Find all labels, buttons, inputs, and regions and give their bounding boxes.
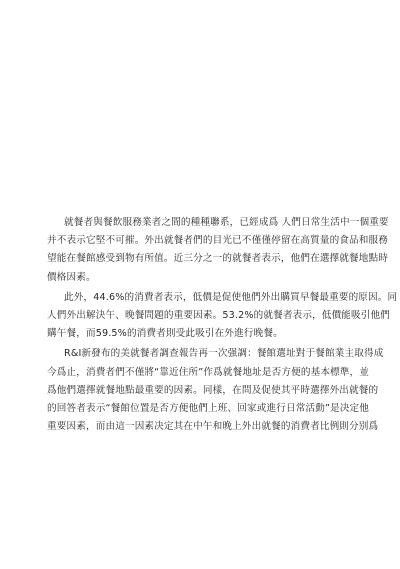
paragraph-line: 此外，44.6%的消費者表示，低價是促使他們外出購買早餐最重要的原因。同 — [64, 291, 398, 303]
paragraph-line: 爲他們選擇就餐地點最重要的因素。同樣，在問及促使其平時選擇外出就餐的 — [47, 384, 379, 396]
paragraph-line: 價格因素。 — [47, 271, 96, 283]
paragraph-line: 購午餐，而59.5%的消費者則受此吸引在外進行晚餐。 — [47, 328, 283, 340]
paragraph-2 — [47, 289, 400, 344]
article-body — [47, 214, 400, 436]
paragraph-line: 重要因素，而由這一因素决定其在中午和晚上外出就餐的消費者比例則分别爲 — [47, 421, 379, 433]
paragraph-1 — [47, 214, 400, 287]
paragraph-line: R&I新發布的美就餐者調查報告再一次强調：餐館選址對于餐館業主取得成 — [64, 348, 384, 360]
paragraph-line: 的回答者表示“餐館位置是否方便他們上班、回家或進行日常活動”是决定他 — [47, 402, 370, 414]
paragraph-line: 就餐者與餐飲服務業者之間的種種聯系，已經成爲 人們日常生活中一個重要 — [64, 217, 389, 228]
paragraph-line: 人們外出解決午、晚餐問題的重要因素。53.2%的就餐者表示，低價能吸引他們 — [47, 309, 391, 321]
paragraph-line: 并不表示它堅不可摧。外出就餐者們的目光已不僅僅停留在高質量的食品和服務 — [47, 235, 389, 247]
paragraph-line: 今爲止，消費者們不僅將“靠近住所”作爲就餐地址是否方便的基本標準，並 — [47, 366, 370, 378]
paragraph-line: 望能在餐館感受到物有所值。近三分之一的就餐者表示，他們在選擇就餐地點時 — [47, 253, 389, 265]
paragraph-3 — [47, 345, 400, 436]
